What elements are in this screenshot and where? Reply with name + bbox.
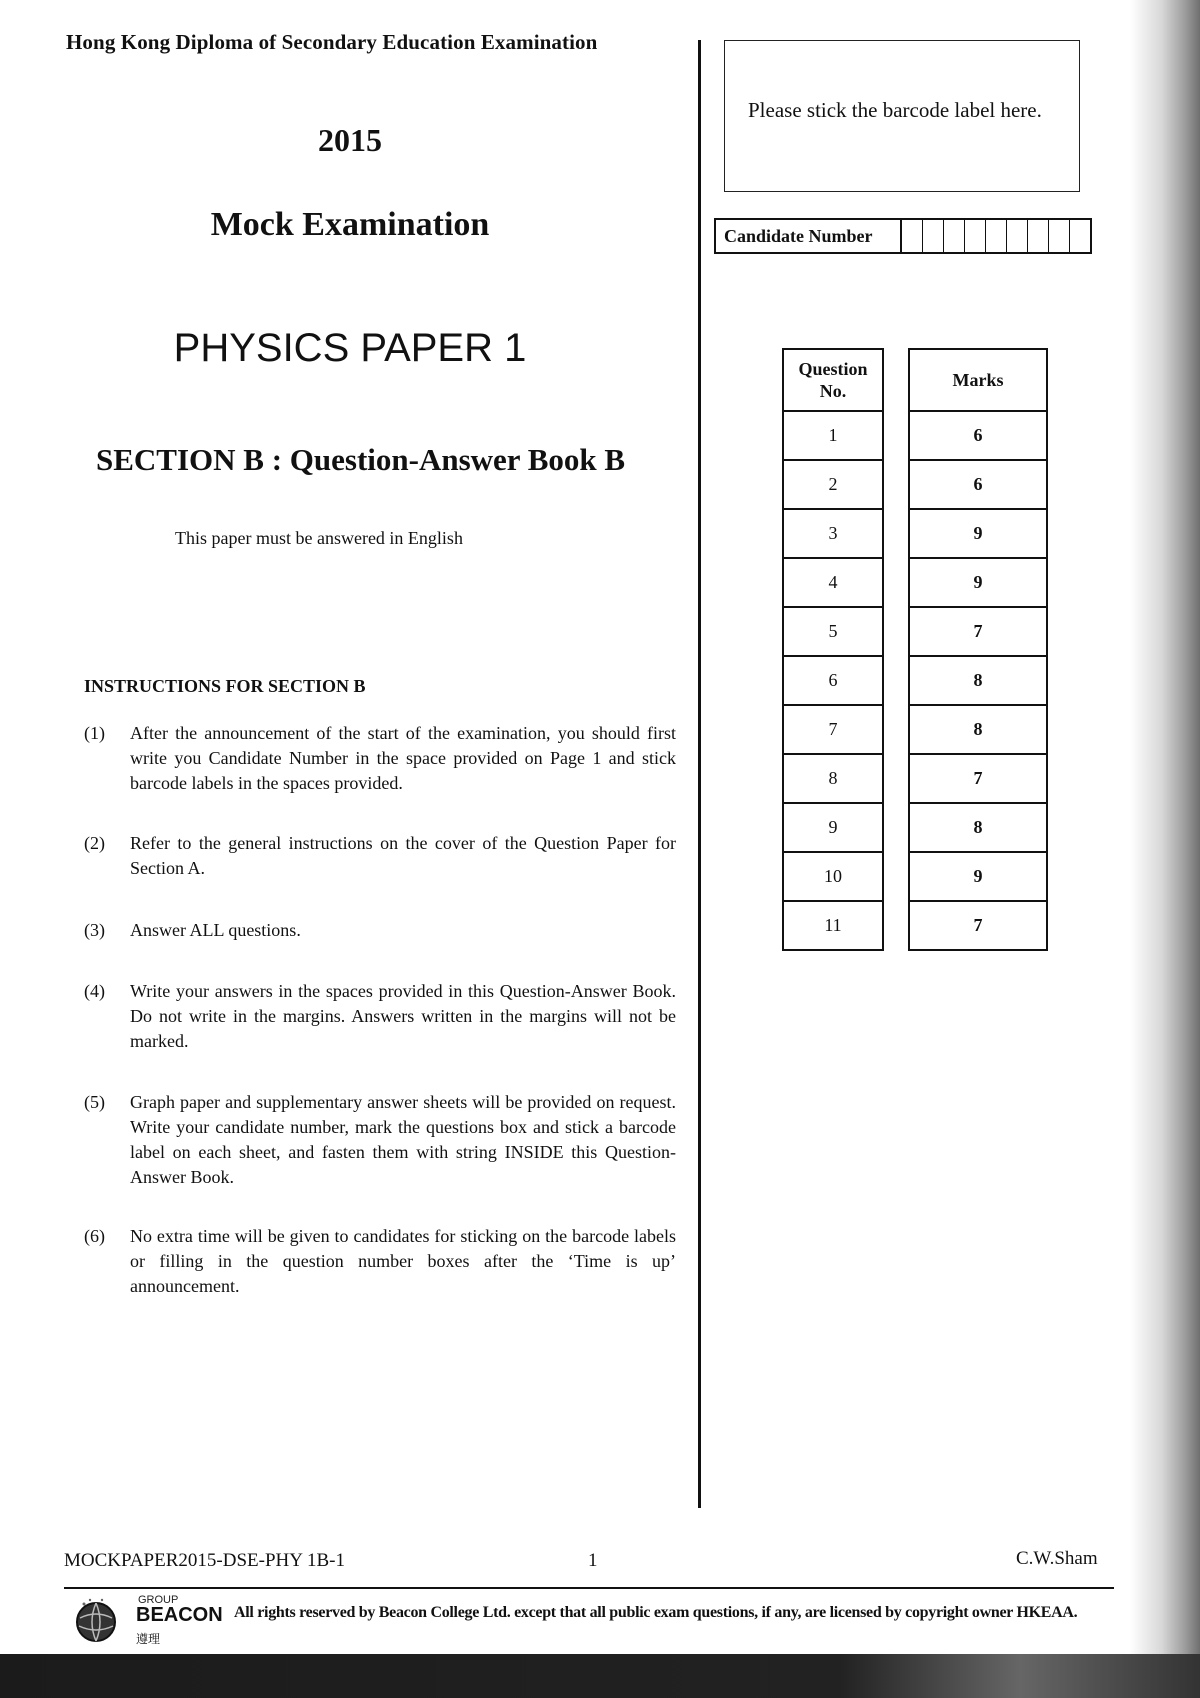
author-name: C.W.Sham xyxy=(1016,1548,1098,1569)
candidate-digit-box[interactable] xyxy=(986,220,1007,252)
question-number-table xyxy=(782,348,884,951)
instruction-item xyxy=(84,721,676,796)
question-number: 6 xyxy=(783,656,883,705)
marks-value: 6 xyxy=(909,411,1047,460)
question-number: 10 xyxy=(783,852,883,901)
instructions-heading: INSTRUCTIONS FOR SECTION B xyxy=(84,676,366,696)
instruction-number: (3) xyxy=(84,920,105,940)
marks-value: 9 xyxy=(909,558,1047,607)
section-title: SECTION B : Question-Answer Book B xyxy=(96,442,626,477)
marks-table xyxy=(908,348,1048,951)
instruction-number: (6) xyxy=(84,1226,105,1246)
paper-title: PHYSICS PAPER 1 xyxy=(173,326,527,370)
marks-value: 8 xyxy=(909,803,1047,852)
copyright-notice: All rights reserved by Beacon College Ltd. except that all public exam questions, if any, are licensed by copyright owner HKEAA. xyxy=(234,1604,1078,1621)
candidate-digit-box[interactable] xyxy=(944,220,965,252)
instruction-item xyxy=(84,918,676,943)
column-divider xyxy=(698,40,701,1508)
question-number: 11 xyxy=(783,901,883,950)
beacon-globe-logo xyxy=(74,1596,144,1646)
instruction-text: No extra time will be given to candidates for sticking on the barcode labels or filling in the question number boxes after the ‘Time is up’ announcement. xyxy=(130,1226,676,1296)
marks-value: 6 xyxy=(909,460,1047,509)
marks-value: 8 xyxy=(909,705,1047,754)
instruction-text: Answer ALL questions. xyxy=(130,920,301,940)
instruction-text: After the announcement of the start of the examination, you should first write you Candidate Number in the space provided on Page 1 and stick barcode labels in the spaces provided. xyxy=(130,723,676,793)
page-number: 1 xyxy=(588,1550,598,1571)
candidate-digit-box[interactable] xyxy=(965,220,986,252)
exam-type: Mock Examination xyxy=(210,206,490,243)
instruction-number: (5) xyxy=(84,1092,105,1112)
question-number: 2 xyxy=(783,460,883,509)
question-number: 8 xyxy=(783,754,883,803)
candidate-number-field[interactable] xyxy=(714,218,1092,254)
question-number: 5 xyxy=(783,607,883,656)
instruction-item xyxy=(84,831,676,881)
question-number: 4 xyxy=(783,558,883,607)
instruction-item xyxy=(84,1090,676,1190)
marks-value: 9 xyxy=(909,509,1047,558)
language-note: This paper must be answered in English xyxy=(175,528,463,548)
question-number: 9 xyxy=(783,803,883,852)
candidate-digit-box[interactable] xyxy=(1007,220,1028,252)
footer-divider xyxy=(64,1587,1114,1589)
instruction-number: (4) xyxy=(84,981,105,1001)
instruction-number: (1) xyxy=(84,723,105,743)
paper-code: MOCKPAPER2015-DSE-PHY 1B-1 xyxy=(64,1550,346,1571)
instruction-text: Graph paper and supplementary answer sheets will be provided on request. Write your candidate number, mark the questions box and stick a barcode label on each sheet, and fasten them with string INSIDE this Question-Answer Book. xyxy=(130,1092,676,1187)
candidate-digit-box[interactable] xyxy=(1049,220,1070,252)
question-no-header: Question No. xyxy=(783,349,883,411)
instruction-item xyxy=(84,979,676,1054)
instruction-number: (2) xyxy=(84,833,105,853)
exam-year: 2015 xyxy=(318,122,382,158)
instruction-text: Refer to the general instructions on the cover of the Question Paper for Section A. xyxy=(130,833,676,878)
marks-value: 8 xyxy=(909,656,1047,705)
question-number: 3 xyxy=(783,509,883,558)
marks-value: 9 xyxy=(909,852,1047,901)
marks-value: 7 xyxy=(909,607,1047,656)
candidate-digit-box[interactable] xyxy=(1028,220,1049,252)
instruction-item xyxy=(84,1224,676,1299)
logo-name: BEACON xyxy=(136,1604,223,1626)
logo-chinese-text: 遵理 xyxy=(136,1632,161,1646)
page-edge-shadow xyxy=(1130,0,1200,1698)
instruction-text: Write your answers in the spaces provided in this Question-Answer Book. Do not write in the margins. Answers written in the margins will not be marked. xyxy=(130,981,676,1051)
marks-value: 7 xyxy=(909,754,1047,803)
exam-title: Hong Kong Diploma of Secondary Education Examination xyxy=(66,30,598,54)
logo-group-text: GROUP xyxy=(138,1594,179,1606)
candidate-number-label: Candidate Number xyxy=(716,220,902,252)
question-number: 1 xyxy=(783,411,883,460)
candidate-digit-box[interactable] xyxy=(923,220,944,252)
barcode-label: Please stick the barcode label here. xyxy=(748,98,1042,122)
marks-header: Marks xyxy=(909,349,1047,411)
candidate-digit-box[interactable] xyxy=(1070,220,1090,252)
scanner-bottom-bar xyxy=(0,1654,1200,1698)
question-number: 7 xyxy=(783,705,883,754)
candidate-digit-box[interactable] xyxy=(902,220,923,252)
marks-value: 7 xyxy=(909,901,1047,950)
